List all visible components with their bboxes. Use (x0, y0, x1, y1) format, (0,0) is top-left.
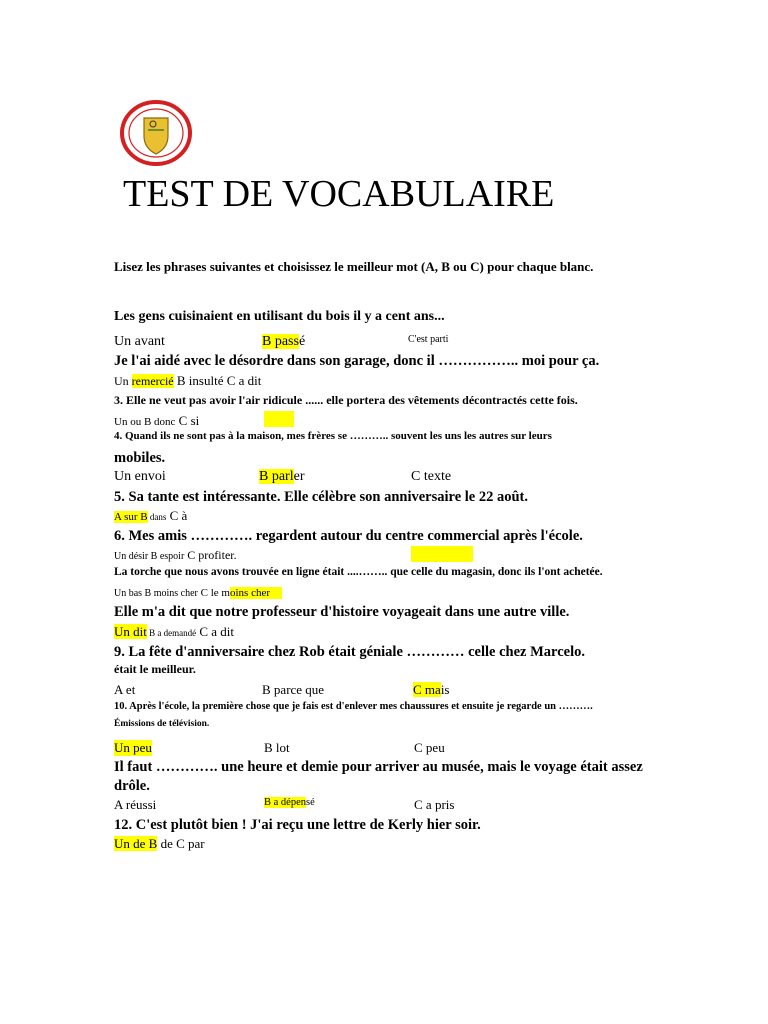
q10-option-c[interactable]: C peu (414, 740, 445, 755)
q4-option-a[interactable]: Un envoi (114, 469, 166, 484)
question-3: 3. Elle ne veut pas avoir l'air ridicule ...... elle portera des vêtements décontractés cette fois. (114, 393, 578, 407)
question-11-line2: drôle. (114, 778, 150, 794)
q2-options[interactable]: Un remercié B insulté C a dit (114, 373, 262, 388)
q4-option-b[interactable]: B parler (259, 469, 305, 484)
q6-options[interactable]: Un désir B espoir C profiter. (114, 548, 237, 562)
question-10-line2: Émissions de télévision. (114, 719, 210, 729)
question-11: Il faut …………. une heure et demie pour arriver au musée, mais le voyage était assez (114, 759, 643, 775)
question-10: 10. Après l'école, la première chose que je fais est d'enlever mes chaussures et ensuite je regarde un ………. (114, 701, 593, 712)
instructions: Lisez les phrases suivantes et choisissez le meilleur mot (A, B ou C) pour chaque blanc. (114, 259, 594, 274)
q10-option-a[interactable]: Un peu (114, 740, 152, 755)
q1-option-c[interactable]: C'est parti (408, 334, 449, 345)
school-crest-logo (120, 100, 192, 166)
q9-option-b[interactable]: B parce que (262, 682, 325, 697)
q5-options[interactable]: A sur B dans C à (114, 508, 188, 523)
q9-option-a[interactable]: A et (114, 682, 136, 697)
q7-options[interactable]: Un bas B moins cher C le moins cher (114, 587, 282, 599)
q4-option-c[interactable]: C texte (411, 469, 452, 484)
q11-option-a[interactable]: A réussi (114, 797, 157, 812)
question-2: Je l'ai aidé avec le désordre dans son garage, donc il …………….. moi pour ça. (114, 353, 600, 369)
question-5: 5. Sa tante est intéressante. Elle célèbre son anniversaire le 22 août. (114, 489, 529, 505)
page-title: TEST DE VOCABULAIRE (123, 173, 555, 215)
question-7: La torche que nous avons trouvée en ligne était ....…….. que celle du magasin, donc ils l'ont achetée. (114, 566, 603, 578)
q9-option-c[interactable]: C mais (413, 682, 450, 697)
q11-option-c[interactable]: C a pris (414, 797, 455, 812)
q6-highlight-blank (411, 546, 473, 562)
question-9: 9. La fête d'anniversaire chez Rob était géniale ………… celle chez Marcelo. (114, 644, 585, 660)
question-12: 12. C'est plutôt bien ! J'ai reçu une lettre de Kerly hier soir. (114, 817, 481, 833)
q11-option-b[interactable]: B a dépensé (264, 797, 315, 808)
question-9-line2: était le meilleur. (114, 662, 196, 676)
question-6: 6. Mes amis …………. regardent autour du centre commercial après l'école. (114, 528, 583, 544)
question-8: Elle m'a dit que notre professeur d'histoire voyageait dans une autre ville. (114, 604, 570, 620)
q1-option-b[interactable]: B passé (262, 334, 306, 349)
question-4-line2: mobiles. (114, 450, 166, 466)
q3-options[interactable]: Un ou B donc C si (114, 413, 200, 428)
q10-option-b[interactable]: B lot (264, 740, 290, 755)
q3-highlight-blank (264, 411, 294, 427)
question-4: 4. Quand ils ne sont pas à la maison, mes frères se ……….. souvent les uns les autres sur leurs (114, 430, 552, 442)
q12-options[interactable]: Un de B de C par (114, 836, 205, 851)
question-1: Les gens cuisinaient en utilisant du bois il y a cent ans... (114, 309, 445, 324)
q1-option-a[interactable]: Un avant (114, 334, 165, 349)
q8-options[interactable]: Un dit B a demandé C a dit (114, 624, 235, 639)
